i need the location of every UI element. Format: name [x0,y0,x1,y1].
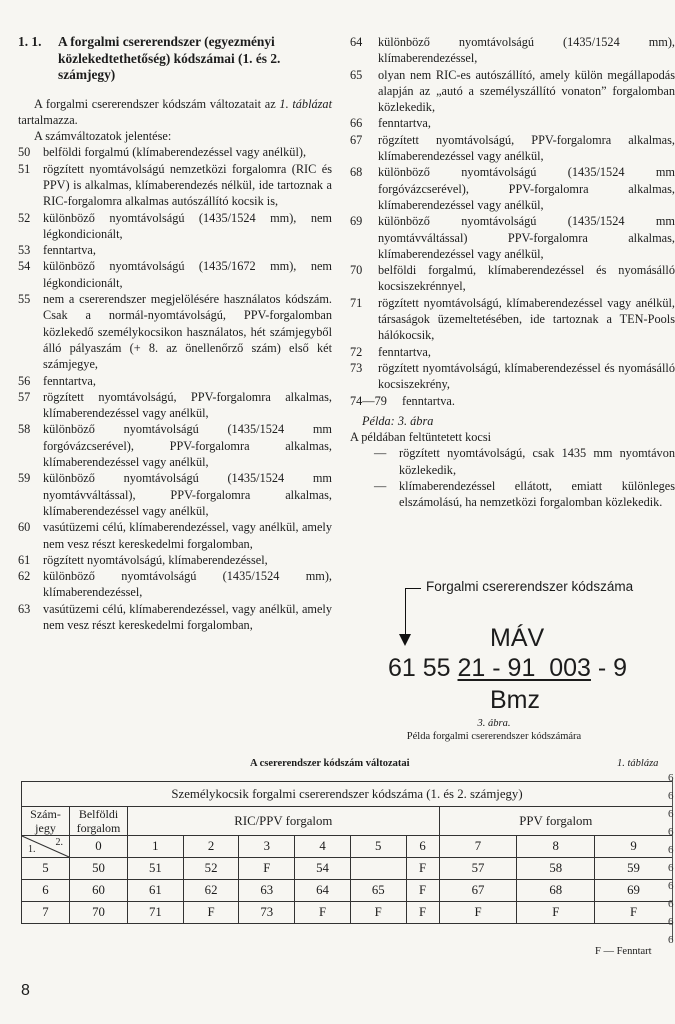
digit-header-cell: 3 [239,836,295,858]
table-row [22,858,673,880]
code-cell: 60 [70,880,128,902]
left-column [18,34,332,633]
code-cell: 68 [517,880,595,902]
list-item [18,258,332,291]
code-description: belföldi forgalmú, klímaberendezéssel és nyomásálló kocsiszekrénnyel, [378,263,675,294]
code-list-right [350,34,675,409]
table-caption: Személykocsik forgalmi csererendszer kódszáma (1. és 2. számjegy) [22,782,673,807]
code-description: különböző nyomtávolságú (1435/1672 mm), nem légkondicionált, [43,259,332,290]
intro-text-a: A forgalmi csererendszer kódszám változatait az [34,96,276,111]
dash-mark: — [374,446,387,461]
code-cell: 63 [239,880,295,902]
code-cell: F [350,902,406,924]
code-cell: 59 [595,858,673,880]
edge-fragment: 6 [668,898,674,910]
code-cell: F [439,902,517,924]
railway-owner: MÁV [490,624,545,652]
list-item [18,373,332,389]
figure-caption: Példa forgalmi csererendszer kódszámára [406,731,582,742]
list-item [350,344,675,360]
code-description: különböző nyomtávolságú (1435/1524 mm nyomtávváltással) PPV-forgalomra alkalmas, klímaberendezéssel vagy anélkül, [378,214,675,261]
digit-header-row [22,836,673,858]
code-number: 57 [18,389,31,404]
digit-header-cell: 8 [517,836,595,858]
code-cell: 58 [517,858,595,880]
list-item [350,262,675,295]
code-list-left [18,144,332,633]
code-description: különböző nyomtávolságú (1435/1524 mm forgóvázcserével), PPV-forgalomra alkalmas, klímaberendezéssel vagy anélkül, [378,165,675,212]
corner-label-second: 2. [55,837,63,848]
section-heading [18,34,332,84]
digit-header-cell: 1 [128,836,184,858]
code-cell: 57 [439,858,517,880]
code-description: fenntartva, [43,243,96,258]
example-block [350,413,675,511]
table-footnote: F — Fenntart [595,946,652,957]
table-row [22,880,673,902]
code-description: belföldi forgalmú (klímaberendezéssel vagy anélkül), [43,145,307,160]
row-digit-cell: 7 [22,902,70,924]
code-description: fenntartva. [402,393,455,408]
code-cell: F [595,902,673,924]
code-cell: 73 [239,902,295,924]
edge-fragment: 6 [668,916,674,928]
code-description: rögzített nyomtávolságú, klímaberendezéssel és nyomásálló kocsiszekrény, [378,360,675,392]
edge-fragment: 6 [668,808,674,820]
code-table [21,781,673,924]
code-description: különböző nyomtávolságú (1435/1524 mm forgóvázcserével), PPV-forgalomra alkalmas, klímaberendezéssel vagy anélkül, [43,422,332,470]
page-number: 8 [21,982,30,999]
list-item [350,132,675,165]
table-body [22,858,673,924]
code-number: 66 [350,116,363,131]
edge-fragment: 6 [668,790,674,802]
code-middle: 21 - 91 003 [457,654,591,682]
example-bullet-text: rögzített nyomtávolságú, csak 1435 mm nyomtávon közlekedik, [399,446,675,477]
code-number: 65 [350,67,363,82]
code-description: különböző nyomtávolságú (1435/1524 mm), klímaberendezéssel, [43,569,332,600]
code-cell: F [517,902,595,924]
code-description: nem a csererendszer megjelölésére használatos kódszám. Csak a normál-nyomtávolságú, PPV-forgalomban közlekedő személykocsikon használatos, hét számjegyből álló pályaszám (+ 8. az önellenőrző szám) első két számjegye, [43,292,332,372]
code-number: 67 [350,132,363,147]
digit-header-cell: 9 [595,836,673,858]
table-number: 1. tábláza [617,758,659,769]
code-number: 69 [350,214,363,229]
list-item [18,161,332,210]
code-prefix: 61 55 [388,654,458,682]
code-number: 63 [18,601,31,616]
code-description: különböző nyomtávolságú (1435/1524 mm nyomtávváltással), PPV-forgalomra alkalmas, klímaberendezéssel vagy anélkül, [43,471,332,518]
code-number: 50 [18,145,31,160]
code-number: 64 [350,35,363,49]
figure-code-example [350,576,675,744]
code-description: rögzített nyomtávolságú, klímaberendezéssel vagy anélkül, társaságok üzemeltetésében, ide tartoznak a TEN-Pools hálókocsik, [378,295,675,343]
figure-number: 3. ábra. [477,718,511,729]
edge-fragment: 6 [668,772,674,784]
code-cell: 50 [70,858,128,880]
list-item [18,601,332,634]
list-item [18,519,332,552]
list-item [18,389,332,422]
header-belfoldi: Belföldi forgalom [70,807,128,836]
list-item [350,360,675,393]
list-item [18,210,332,243]
code-description: fenntartva, [378,116,431,131]
intro-meaning: A számváltozatok jelentése: [34,129,172,144]
code-cell: 70 [70,902,128,924]
intro-text-b: tartalmazza. [18,112,78,127]
list-item [350,34,675,67]
list-item [18,470,332,519]
intro-paragraph [18,96,332,129]
list-item [350,115,675,131]
vehicle-number [388,654,627,683]
code-cell: F [406,880,439,902]
table-title: A csererendszer kódszám változatai [250,758,410,769]
corner-label-first: 1. [28,844,36,855]
corner-cell [22,836,70,858]
code-cell: 54 [295,858,351,880]
code-number: 74—79 [350,393,387,408]
code-description: fenntartva, [378,344,431,359]
code-description: különböző nyomtávolságú (1435/1524 mm), nem légkondicionált, [43,210,332,241]
dash-mark: — [374,479,387,494]
header-ric-ppv: RIC/PPV forgalom [128,807,440,836]
code-number: 73 [350,360,363,375]
list-item [350,164,675,213]
table-reference: 1. táblázat [279,96,332,111]
code-number: 56 [18,373,31,388]
figure-label: Forgalmi csererendszer kódszáma [426,579,634,594]
code-number: 72 [350,344,363,359]
code-cell: 61 [128,880,184,902]
code-number: 59 [18,471,31,486]
code-number: 54 [18,259,31,274]
header-ppv: PPV forgalom [439,807,672,836]
vehicle-type: Bmz [490,686,540,714]
section-number: 1. 1. [18,34,42,49]
code-description: vasútüzemi célú, klímaberendezéssel, vagy anélkül, amely nem vesz részt kereskedelmi forgalomban, [43,520,332,551]
list-item [18,421,332,470]
section-title: A forgalmi csererendszer (egyezményi közlekedtethetőség) kódszámai (1. és 2. számjegy) [58,34,281,82]
digit-header-cell: 5 [350,836,406,858]
table-row [22,902,673,924]
arrow-down-icon [399,634,411,646]
list-item [350,213,675,262]
code-description: rögzített nyomtávolságú, PPV-forgalomra alkalmas, klímaberendezéssel vagy anélkül, [378,132,675,164]
code-cell [350,858,406,880]
edge-fragment: 6 [668,844,674,856]
list-item [18,552,332,568]
code-check-digit: - 9 [590,654,628,682]
code-cell: F [295,902,351,924]
code-number: 51 [18,161,31,176]
list-item [350,295,675,344]
code-number: 52 [18,210,31,225]
pointer-line [405,588,421,589]
right-column [350,34,675,511]
code-description: különböző nyomtávolságú (1435/1524 mm), klímaberendezéssel, [378,35,675,66]
code-cell: 69 [595,880,673,902]
edge-fragment: 6 [668,934,674,946]
code-number: 61 [18,552,31,567]
code-number: 71 [350,295,363,310]
edge-fragment: 6 [668,826,674,838]
digit-header-cell: 6 [406,836,439,858]
row-digit-cell: 6 [22,880,70,902]
list-item [350,67,675,116]
code-number: 60 [18,520,31,535]
code-number: 70 [350,263,363,278]
code-number: 53 [18,243,31,258]
code-cell: 67 [439,880,517,902]
edge-fragment: 6 [668,862,674,874]
list-item [18,242,332,258]
code-cell: F [183,902,239,924]
code-cell: 52 [183,858,239,880]
example-heading: Példa: 3. ábra [362,413,434,428]
list-item [350,393,675,409]
code-description: rögzített nyomtávolságú, klímaberendezéssel, [43,552,268,567]
header-szamjegy: Szám-jegy [22,807,70,836]
code-cell: 71 [128,902,184,924]
code-cell: 64 [295,880,351,902]
example-intro: A példában feltüntetett kocsi [350,430,492,445]
digit-header-cell: 2 [183,836,239,858]
example-bullet-text: klímaberendezéssel ellátott, emiatt különleges elszámolású, ha nemzetközi forgalomban közlekedik. [399,479,675,510]
code-description: fenntartva, [43,373,96,388]
example-bullet [350,478,675,511]
code-cell: F [406,902,439,924]
code-number: 68 [350,165,363,180]
pointer-line [405,588,406,636]
list-item [18,144,332,160]
code-description: rögzített nyomtávolságú nemzetközi forgalomra (RIC és PPV) is alkalmas, klímaberendezés nélkül, ide tartoznak a RIC-forgalomra alkalmas autószállító kocsik is, [43,161,332,209]
code-description: rögzített nyomtávolságú, PPV-forgalomra alkalmas, klímaberendezéssel vagy anélkül, [43,389,332,421]
code-cell: 62 [183,880,239,902]
code-number: 58 [18,422,31,437]
code-number: 62 [18,569,31,584]
digit-header-cell: 0 [70,836,128,858]
list-item [18,568,332,601]
example-bullet [350,445,675,478]
code-number: 55 [18,292,31,307]
code-description: olyan nem RIC-es autószállító, amely külön megállapodás alapján az „autó a személyszállító vonaton” forgalomban közlekedik, [378,67,675,115]
code-cell: F [239,858,295,880]
digit-header-cell: 4 [295,836,351,858]
code-cell: F [406,858,439,880]
list-item [18,291,332,372]
edge-fragment: 6 [668,880,674,892]
row-digit-cell: 5 [22,858,70,880]
code-cell: 51 [128,858,184,880]
code-cell: 65 [350,880,406,902]
code-description: vasútüzemi célú, klímaberendezéssel, vagy anélkül, amely nem vesz részt kereskedelmi forgalomban, [43,601,332,632]
digit-header-cell: 7 [439,836,517,858]
